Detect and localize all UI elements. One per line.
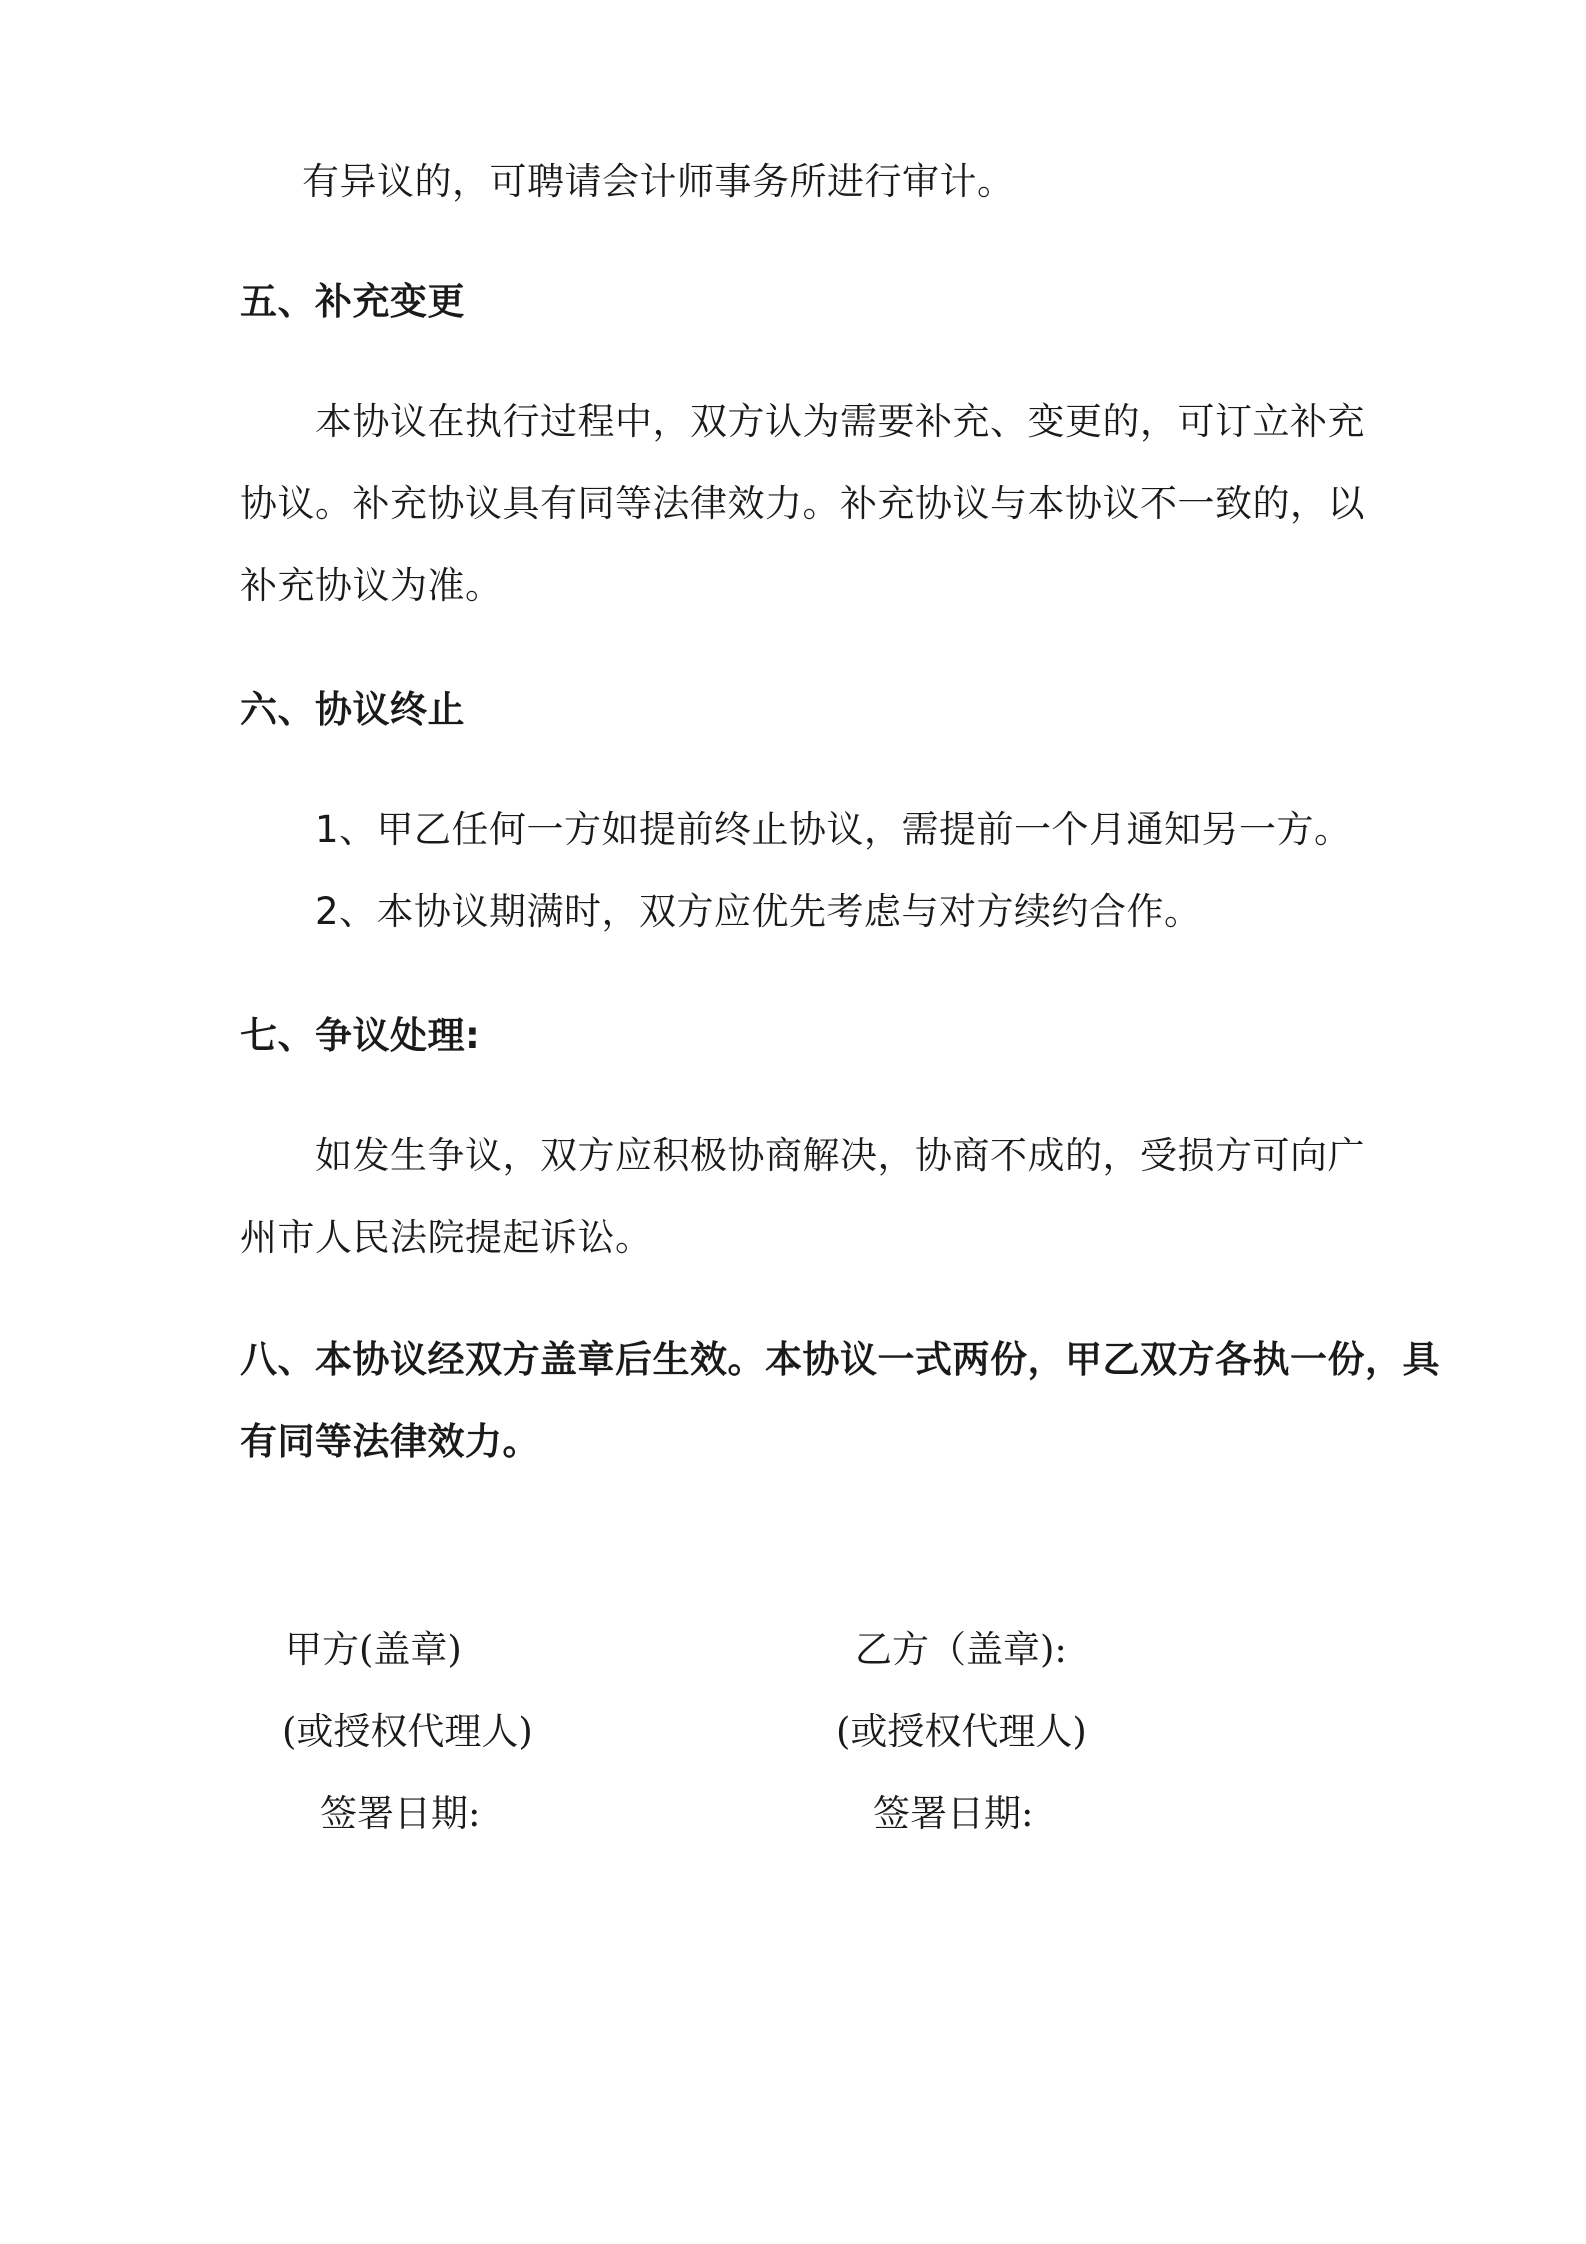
- section-6-title: 六、协议终止: [240, 688, 465, 731]
- section-8-line-2: 有同等法律效力。: [240, 1420, 540, 1463]
- party-b-agent-label: (或授权代理人): [836, 1710, 1087, 1753]
- section-7-paragraph-line-1: 如发生争议，双方应积极协商解决，协商不成的，受损方可向广: [315, 1134, 1365, 1177]
- section-5-paragraph-line-3: 补充协议为准。: [240, 564, 503, 607]
- party-a-seal-label: 甲方(盖章): [285, 1628, 462, 1671]
- section-5-title: 五、补充变更: [240, 280, 465, 323]
- section-7-title: 七、争议处理:: [240, 1014, 481, 1057]
- section-6-item-1: 1、甲乙任何一方如提前终止协议，需提前一个月通知另一方。: [315, 808, 1352, 851]
- party-a-agent-label: (或授权代理人): [282, 1710, 533, 1753]
- paragraph-audit-continuation: 有异议的，可聘请会计师事务所进行审计。: [302, 160, 1015, 203]
- party-a-date-label: 签署日期:: [320, 1792, 481, 1835]
- party-b-seal-label: 乙方（盖章):: [855, 1628, 1067, 1671]
- section-5-paragraph-line-2: 协议。补充协议具有同等法律效力。补充协议与本协议不一致的，以: [240, 482, 1365, 525]
- section-6-item-2: 2、本协议期满时，双方应优先考虑与对方续约合作。: [315, 890, 1202, 933]
- section-8-line-1: 八、本协议经双方盖章后生效。本协议一式两份，甲乙双方各执一份，具: [240, 1338, 1440, 1381]
- section-7-paragraph-line-2: 州市人民法院提起诉讼。: [240, 1216, 653, 1259]
- section-5-paragraph-line-1: 本协议在执行过程中，双方认为需要补充、变更的，可订立补充: [315, 400, 1365, 443]
- party-b-date-label: 签署日期:: [873, 1792, 1034, 1835]
